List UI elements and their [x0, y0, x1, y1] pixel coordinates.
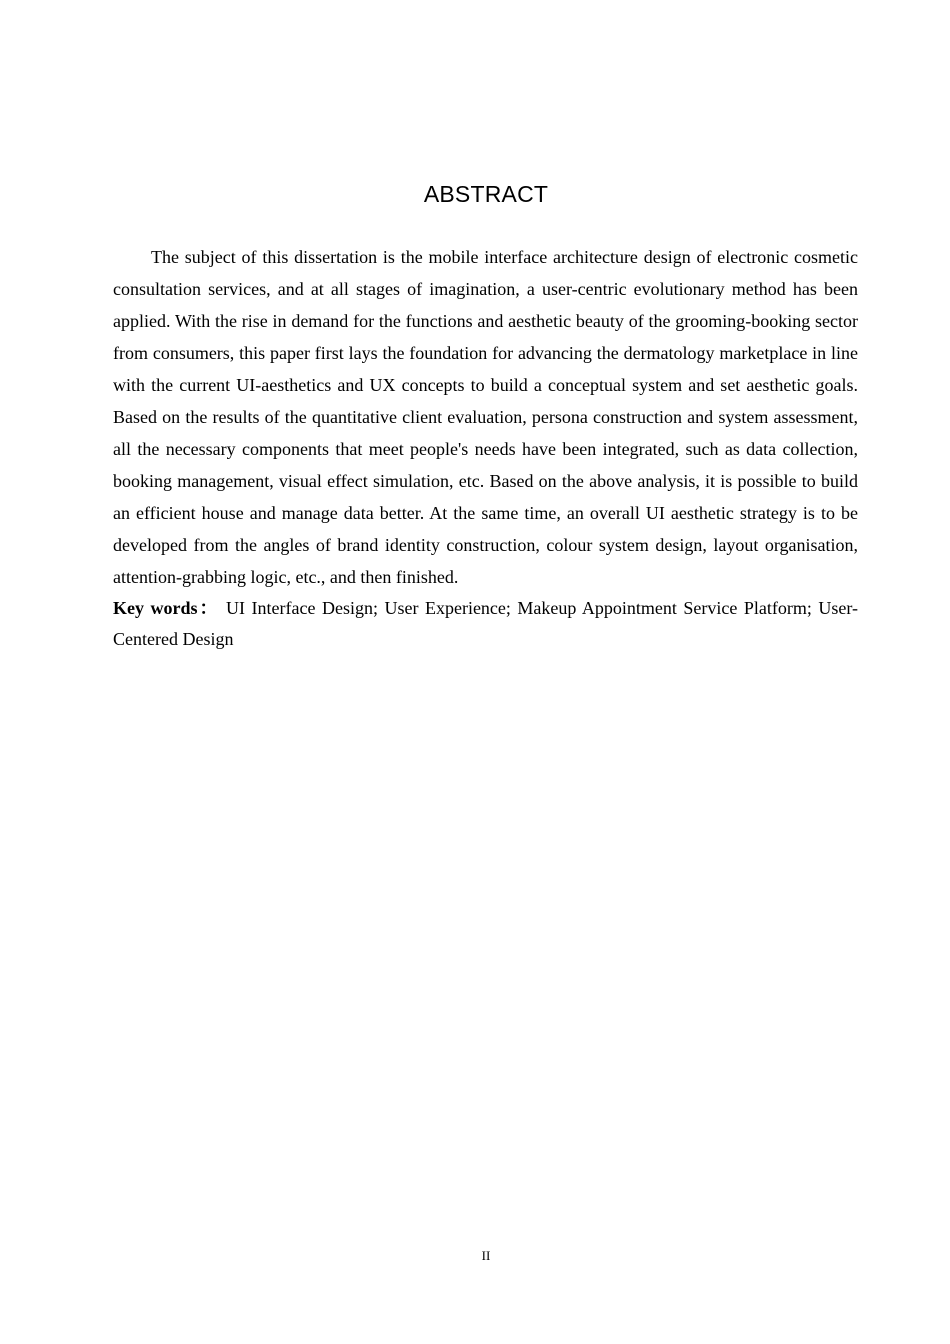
page-number: II [481, 1248, 491, 1263]
abstract-title: ABSTRACT [423, 181, 549, 207]
keywords-line [113, 593, 858, 655]
abstract-paragraph: The subject of this dissertation is the mobile interface architecture design of electronic cosmetic consultation services, and at all stages of imagination, a user-centric evolutionary method has been applied. With the rise in demand for the functions and aesthetic beauty of the grooming-booking sector from consumers, this paper first lays the foundation for advancing the dermatology marketplace in line with the current UI-aesthetics and UX concepts to build a conceptual system and set aesthetic goals. Based on the results of the quantitative client evaluation, persona construction and system assessment, all the necessary components that meet people's needs have been integrated, such as data collection, booking management, visual effect simulation, etc. Based on the above analysis, it is possible to build an efficient house and manage data better. At the same time, an overall UI aesthetic strategy is to be developed from the angles of brand identity construction, colour system design, layout organisation, attention-grabbing logic, etc., and then finished. [113, 247, 858, 587]
abstract-body [113, 241, 858, 655]
keywords-text: UI Interface Design; User Experience; Makeup Appointment Service Platform; User-Centered Design [113, 598, 859, 649]
keywords-label: Key words： [113, 598, 220, 618]
